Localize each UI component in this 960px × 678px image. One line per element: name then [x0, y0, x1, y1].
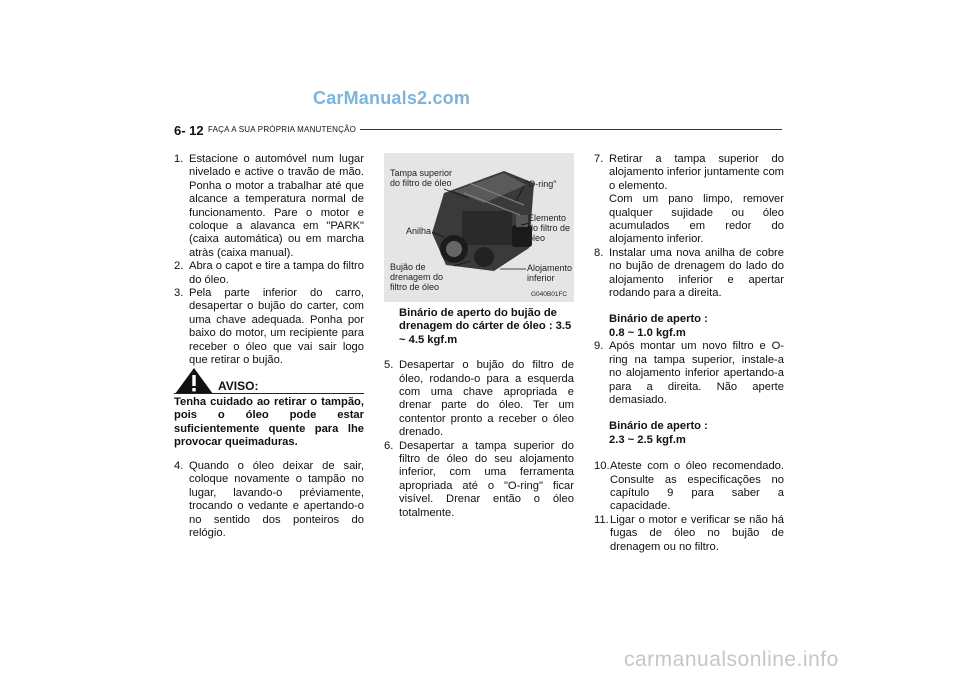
torque-label-1: Binário de aperto : — [609, 313, 708, 326]
step-text: Abra o capot e tire a tampa do filtro do óleo. — [189, 260, 364, 286]
warning-title: AVISO: — [218, 379, 259, 393]
label-lower-housing: Alojamento inferior — [527, 263, 573, 283]
step-3 — [174, 287, 364, 367]
column-2 — [384, 307, 574, 520]
step-6 — [384, 440, 574, 520]
label-o-ring: "O-ring" — [525, 179, 557, 189]
step-number: 11. — [594, 513, 609, 526]
step-number: 1. — [174, 153, 184, 165]
step-text: Pela parte inferior do carro, desapertar o bujão do carter, com uma chave adequada. Ponha por baixo do motor, um recipiente para receber o óleo que vai sair logo que retirar o bujão. — [189, 287, 364, 367]
step-number: 6. — [384, 439, 394, 452]
step-number: 2. — [174, 260, 184, 273]
column-1-continued — [174, 460, 364, 540]
step-7 — [594, 153, 784, 193]
step-number: 8. — [594, 246, 604, 259]
figure-code: G040B01FC — [531, 291, 568, 298]
step-number: 5. — [384, 359, 394, 372]
section-title: FAÇA A SUA PRÓPRIA MANUTENÇÃO — [208, 125, 357, 134]
step-5 — [384, 359, 574, 439]
watermark-bottom: carmanualsonline.info — [624, 648, 839, 671]
step-text: Desapertar o bujão do filtro de óleo, rodando-o para a esquerda com uma chave apropriada e drenar parte do óleo. Ter um contentor pronto a receber o óleo drenado. — [399, 359, 574, 439]
torque-label-2: Binário de aperto : — [609, 420, 708, 433]
label-washer: Anilha — [406, 226, 432, 236]
torque-value-2: 2.3 ~ 2.5 kgf.m — [609, 433, 686, 446]
column-3 — [594, 153, 784, 554]
page-number: 6- 12 — [174, 123, 204, 138]
torque-oil-pan-drain: Binário de aperto do bujão de drenagem do cárter de óleo : 3.5 ~ 4.5 kgf.m — [399, 307, 572, 346]
column-1 — [174, 153, 364, 368]
label-drain-plug: Bujão de drenagem do filtro de óleo — [390, 262, 444, 292]
step-10 — [594, 460, 784, 514]
step-1 — [174, 153, 364, 260]
torque-value-1: 0.8 ~ 1.0 kgf.m — [609, 326, 686, 339]
step-7-continued — [594, 193, 784, 247]
warning-box — [174, 377, 364, 449]
warning-triangle-icon — [174, 367, 214, 395]
step-2 — [174, 260, 364, 287]
step-text: Após montar um novo filtro e O-ring na tampa superior, instale-a no alojamento inferior apertando-a para a direita. Não aperte demasiado. — [609, 340, 784, 406]
warning-rule — [174, 393, 364, 394]
step-4 — [174, 460, 364, 540]
step-8 — [594, 247, 784, 301]
step-text: Retirar a tampa superior do alojamento inferior juntamente com o elemento. — [609, 153, 784, 192]
step-text: Quando o óleo deixar de sair, coloque novamente o tampão no lugar, lavando-o préviamente, trocando o vedante e apertando-o no sentido dos ponteiros do relógio. — [189, 460, 364, 540]
watermark-top: CarManuals2.com — [313, 88, 471, 108]
step-number: 7. — [594, 153, 604, 165]
step-number: 9. — [594, 340, 604, 353]
step-text: Com um pano limpo, remover qualquer sujidade ou óleo acumulados em redor do alojamento inferior. — [609, 193, 784, 246]
label-filter-element: Elemento do filtro de óleo — [528, 213, 571, 243]
step-text: Estacione o automóvel num lugar nivelado e active o travão de mão. Ponha o motor a trabalhar até que alcance a temperatura normal de funcionamento. Pare o motor e coloque a alavanca em "PARK" (caixa automática) ou em marcha atràs (caixa manual). — [189, 153, 364, 259]
label-oil-filter-cap: Tampa superior do filtro de óleo — [390, 168, 453, 188]
step-text: Ligar o motor e verificar se não há fugas de óleo no bujão de drenagem ou no filtro. — [610, 513, 784, 553]
engine-oil-filter-figure — [384, 153, 574, 302]
step-text: Instalar uma nova anilha de cobre no bujão de drenagem do lado do alojamento inferior e apertar rodando para a direita. — [609, 246, 784, 300]
step-9 — [594, 340, 784, 407]
step-number: 10. — [594, 460, 610, 473]
step-number: 4. — [174, 460, 184, 472]
step-text: Desapertar a tampa superior do filtro de óleo do seu alojamento inferior, com uma ferramenta apropriada até o "O-ring" ficar visível. Drenar então o óleo totalmente. — [399, 439, 574, 519]
step-text: Ateste com o óleo recomendado. Consulte as especificações no capítulo 9 para saber a capacidade. — [610, 460, 784, 513]
step-number: 3. — [174, 287, 184, 300]
step-11 — [594, 514, 784, 554]
warning-text: Tenha cuidado ao retirar o tampão, pois o óleo pode estar suficientemente quente para lhe provocar queimaduras. — [174, 396, 364, 449]
header-rule — [360, 129, 782, 130]
